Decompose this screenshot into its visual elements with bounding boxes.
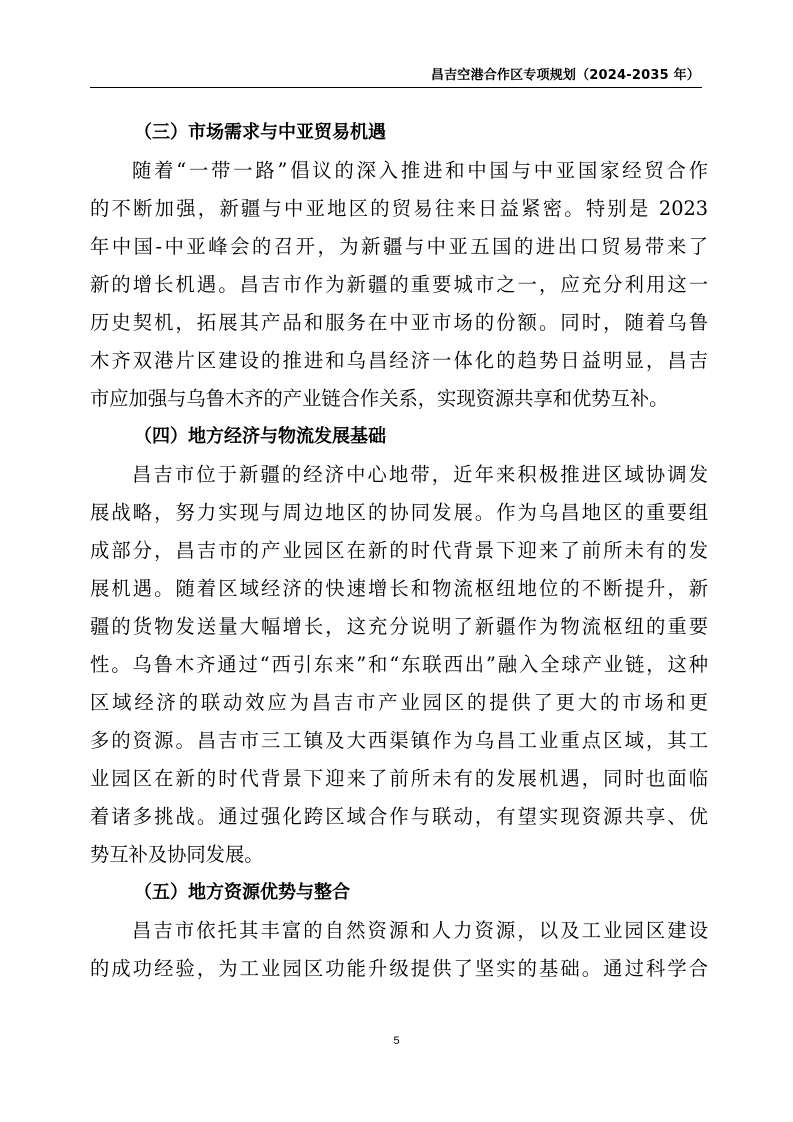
paragraph-line: 历史契机，拓展其产品和服务在中亚市场的份额。同时，随着乌鲁 (90, 311, 708, 334)
paragraph-line: 的不断加强，新疆与中亚地区的贸易往来日益紧密。特别是 2023 (90, 197, 708, 220)
paragraph-line: 势互补及协同发展。 (90, 843, 264, 866)
paragraph-line: 展机遇。随着区域经济的快速增长和物流枢纽地位的不断提升，新 (90, 577, 708, 600)
paragraph-line: 随着“一带一路”倡议的深入推进和中国与中亚国家经贸合作 (132, 159, 708, 182)
paragraph-line: 昌吉市依托其丰富的自然资源和人力资源，以及工业园区建设 (132, 919, 708, 942)
section-heading-4: （四）地方经济与物流发展基础 (134, 426, 386, 447)
paragraph-line: 新的增长机遇。昌吉市作为新疆的重要城市之一，应充分利用这一 (90, 273, 708, 296)
section-heading-3: （三）市场需求与中亚贸易机遇 (134, 122, 386, 143)
paragraph-line: 的成功经验，为工业园区功能升级提供了坚实的基础。通过科学合 (90, 957, 708, 980)
paragraph-line: 年中国-中亚峰会的召开，为新疆与中亚五国的进出口贸易带来了 (90, 235, 708, 258)
paragraph-line: 性。乌鲁木齐通过“西引东来”和“东联西出”融入全球产业链，这种 (90, 653, 708, 676)
paragraph-line: 着诸多挑战。通过强化跨区域合作与联动，有望实现资源共享、优 (90, 805, 708, 828)
page-number: 5 (393, 1035, 400, 1047)
paragraph-line: 疆的货物发送量大幅增长，这充分说明了新疆作为物流枢纽的重要 (90, 615, 708, 638)
paragraph-line: 市应加强与乌鲁木齐的产业链合作关系，实现资源共享和优势互补。 (90, 387, 669, 410)
document-body (90, 114, 708, 988)
paragraph-line: 成部分，昌吉市的产业园区在新的时代背景下迎来了前所未有的发 (90, 539, 708, 562)
paragraph-line: 区域经济的联动效应为昌吉市产业园区的提供了更大的市场和更 (90, 691, 708, 714)
paragraph-line: 木齐双港片区建设的推进和乌昌经济一体化的趋势日益明显，昌吉 (90, 349, 708, 372)
paragraph-line: 昌吉市位于新疆的经济中心地带，近年来积极推进区域协调发 (132, 463, 708, 486)
paragraph-line: 业园区在新的时代背景下迎来了前所未有的发展机遇，同时也面临 (90, 767, 708, 790)
page-header (90, 60, 702, 88)
section-heading-5: （五）地方资源优势与整合 (134, 882, 350, 903)
paragraph-line: 多的资源。昌吉市三工镇及大西渠镇作为乌昌工业重点区域，其工 (90, 729, 708, 752)
document-title: 昌吉空港合作区专项规划（2024-2035 年） (430, 68, 700, 83)
paragraph-line: 展战略，努力实现与周边地区的协同发展。作为乌昌地区的重要组 (90, 501, 708, 524)
